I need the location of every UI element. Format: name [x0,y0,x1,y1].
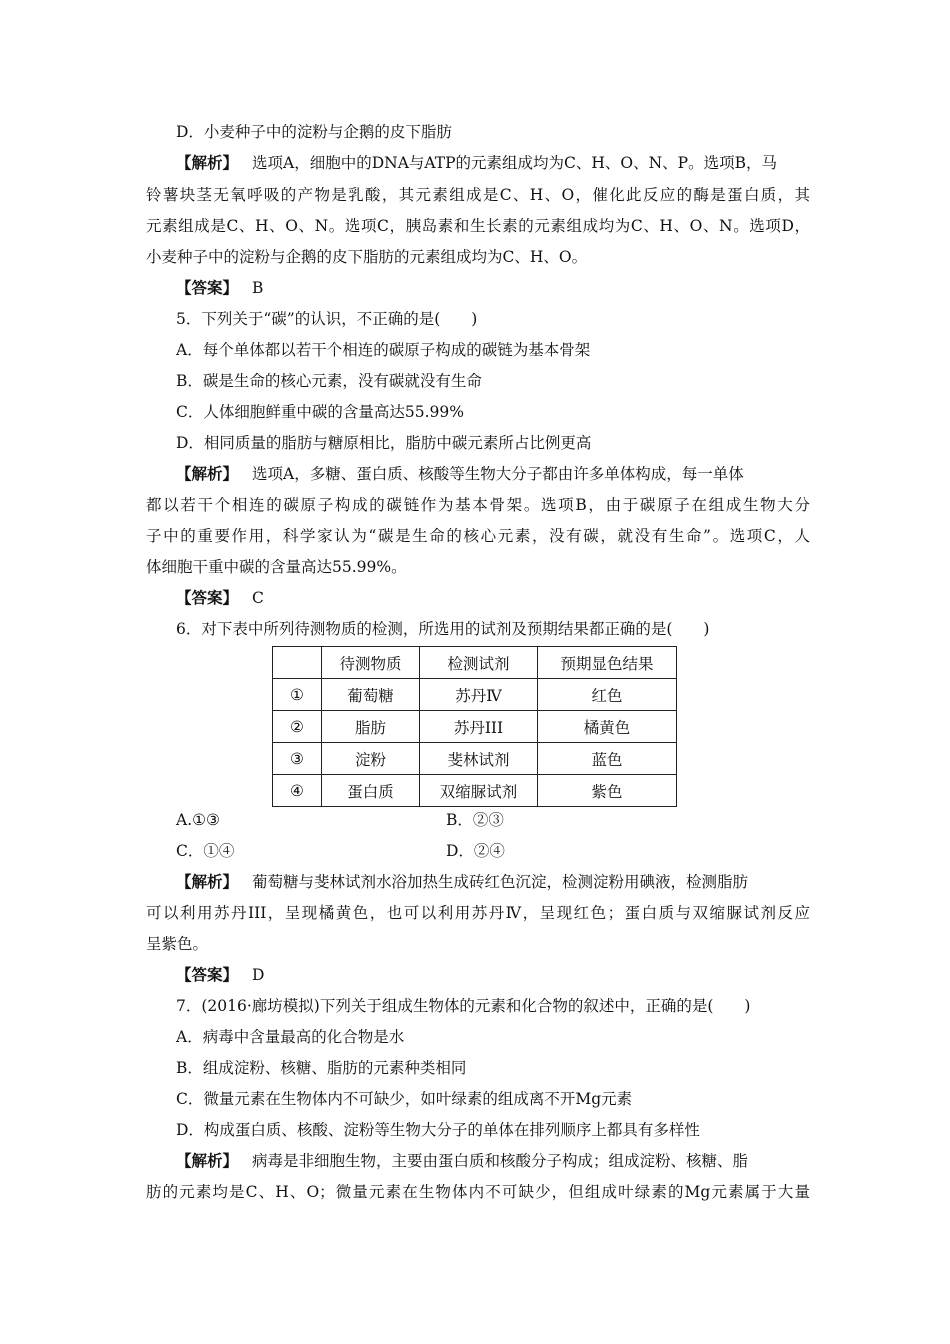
answer-value: D [252,966,265,984]
text-line: 肪的元素均是C、H、O；微量元素在生物体内不可缺少，但组成叶绿素的Mg元素属于大量 [146,1183,810,1201]
table-header-cell [273,647,322,679]
table-cell: ③ [273,743,322,775]
option-d: D．②④ [446,842,505,860]
table-row [273,679,677,711]
answer-value: B [252,279,264,297]
analysis-text: 病毒是非细胞生物，主要由蛋白质和核酸分子构成；组成淀粉、核糖、脂 [252,1152,749,1170]
text-line: 子中的重要作用，科学家认为“碳是生命的核心元素，没有碳，就没有生命”。选项C，人 [146,527,810,545]
answer-line [176,964,810,986]
answer-line [176,277,810,299]
answer-tag: 【答案】 [176,588,239,607]
question-6: 6．对下表中所列待测物质的检测，所选用的试剂及预期结果都正确的是( ) [176,620,710,638]
option-d: D．相同质量的脂肪与糖原相比，脂肪中碳元素所占比例更高 [176,434,592,452]
table-cell: 斐林试剂 [420,743,538,775]
analysis-paragraph [176,1150,810,1172]
table-cell: 苏丹Ⅳ [420,679,538,711]
table-header-cell: 预期显色结果 [538,647,677,679]
table-cell: 苏丹III [420,711,538,743]
table-cell: 蓝色 [538,743,677,775]
analysis-text: 葡萄糖与斐林试剂水浴加热生成砖红色沉淀，检测淀粉用碘液，检测脂肪 [252,873,749,891]
analysis-tag: 【解析】 [176,872,239,891]
text-line: 铃薯块茎无氧呼吸的产物是乳酸，其元素组成是C、H、O，催化此反应的酶是蛋白质，其 [146,186,810,204]
option-c: C．①④ [176,842,235,860]
table-header-cell: 待测物质 [322,647,420,679]
option-a: A．每个单体都以若干个相连的碳原子构成的碳链为基本骨架 [176,341,591,359]
analysis-paragraph [176,871,810,893]
option-a: A.①③ [176,811,220,829]
table-row [273,743,677,775]
answer-line [176,587,810,609]
option-c: C．人体细胞鲜重中碳的含量高达55.99% [176,403,464,421]
analysis-paragraph [176,463,810,485]
analysis-text: 选项A，多糖、蛋白质、核酸等生物大分子都由许多单体构成，每一单体 [252,465,744,483]
analysis-paragraph [176,152,810,174]
table-cell: 紫色 [538,775,677,807]
answer-tag: 【答案】 [176,278,239,297]
analysis-text: 选项A，细胞中的DNA与ATP的元素组成均为C、H、O、N、P。选项B，马 [252,154,777,172]
answer-tag: 【答案】 [176,965,239,984]
option-d: D．构成蛋白质、核酸、淀粉等生物大分子的单体在排列顺序上都具有多样性 [176,1121,700,1139]
analysis-tag: 【解析】 [176,153,239,172]
table-cell: ① [273,679,322,711]
detection-table [272,646,677,807]
text-line: 呈紫色。 [146,935,209,953]
table-cell: 橘黄色 [538,711,677,743]
table-cell: 蛋白质 [322,775,420,807]
table-cell: ② [273,711,322,743]
analysis-tag: 【解析】 [176,464,239,483]
question-7: 7．(2016·廊坊模拟)下列关于组成生物体的元素和化合物的叙述中，正确的是( ) [176,997,751,1015]
table-cell: 葡萄糖 [322,679,420,711]
text-line: 元素组成是C、H、O、N。选项C，胰岛素和生长素的元素组成均为C、H、O、N。选项D， [146,217,810,235]
table-cell: 双缩脲试剂 [420,775,538,807]
option-c: C．微量元素在生物体内不可缺少，如叶绿素的组成离不开Mg元素 [176,1090,633,1108]
text-line: 小麦种子中的淀粉与企鹅的皮下脂肪的元素组成均为C、H、O。 [146,248,588,266]
text-line: 体细胞干重中碳的含量高达55.99%。 [146,558,407,576]
table-cell: 脂肪 [322,711,420,743]
analysis-tag: 【解析】 [176,1151,239,1170]
table-cell: 红色 [538,679,677,711]
option-a: A．病毒中含量最高的化合物是水 [176,1028,405,1046]
table-row [273,711,677,743]
table-cell: 淀粉 [322,743,420,775]
table-header-row [273,647,677,679]
text-line: 可以利用苏丹III，呈现橘黄色，也可以利用苏丹Ⅳ，呈现红色；蛋白质与双缩脲试剂反应 [146,904,810,922]
option-d-line: D．小麦种子中的淀粉与企鹅的皮下脂肪 [176,123,452,141]
option-b: B．碳是生命的核心元素，没有碳就没有生命 [176,372,482,390]
table-row [273,775,677,807]
table-cell: ④ [273,775,322,807]
option-b: B．组成淀粉、核糖、脂肪的元素种类相同 [176,1059,467,1077]
answer-value: C [252,589,264,607]
option-b: B．②③ [446,811,504,829]
question-5: 5．下列关于“碳”的认识，不正确的是( ) [176,310,478,328]
text-line: 都以若干个相连的碳原子构成的碳链作为基本骨架。选项B，由于碳原子在组成生物大分 [146,496,810,514]
table-header-cell: 检测试剂 [420,647,538,679]
